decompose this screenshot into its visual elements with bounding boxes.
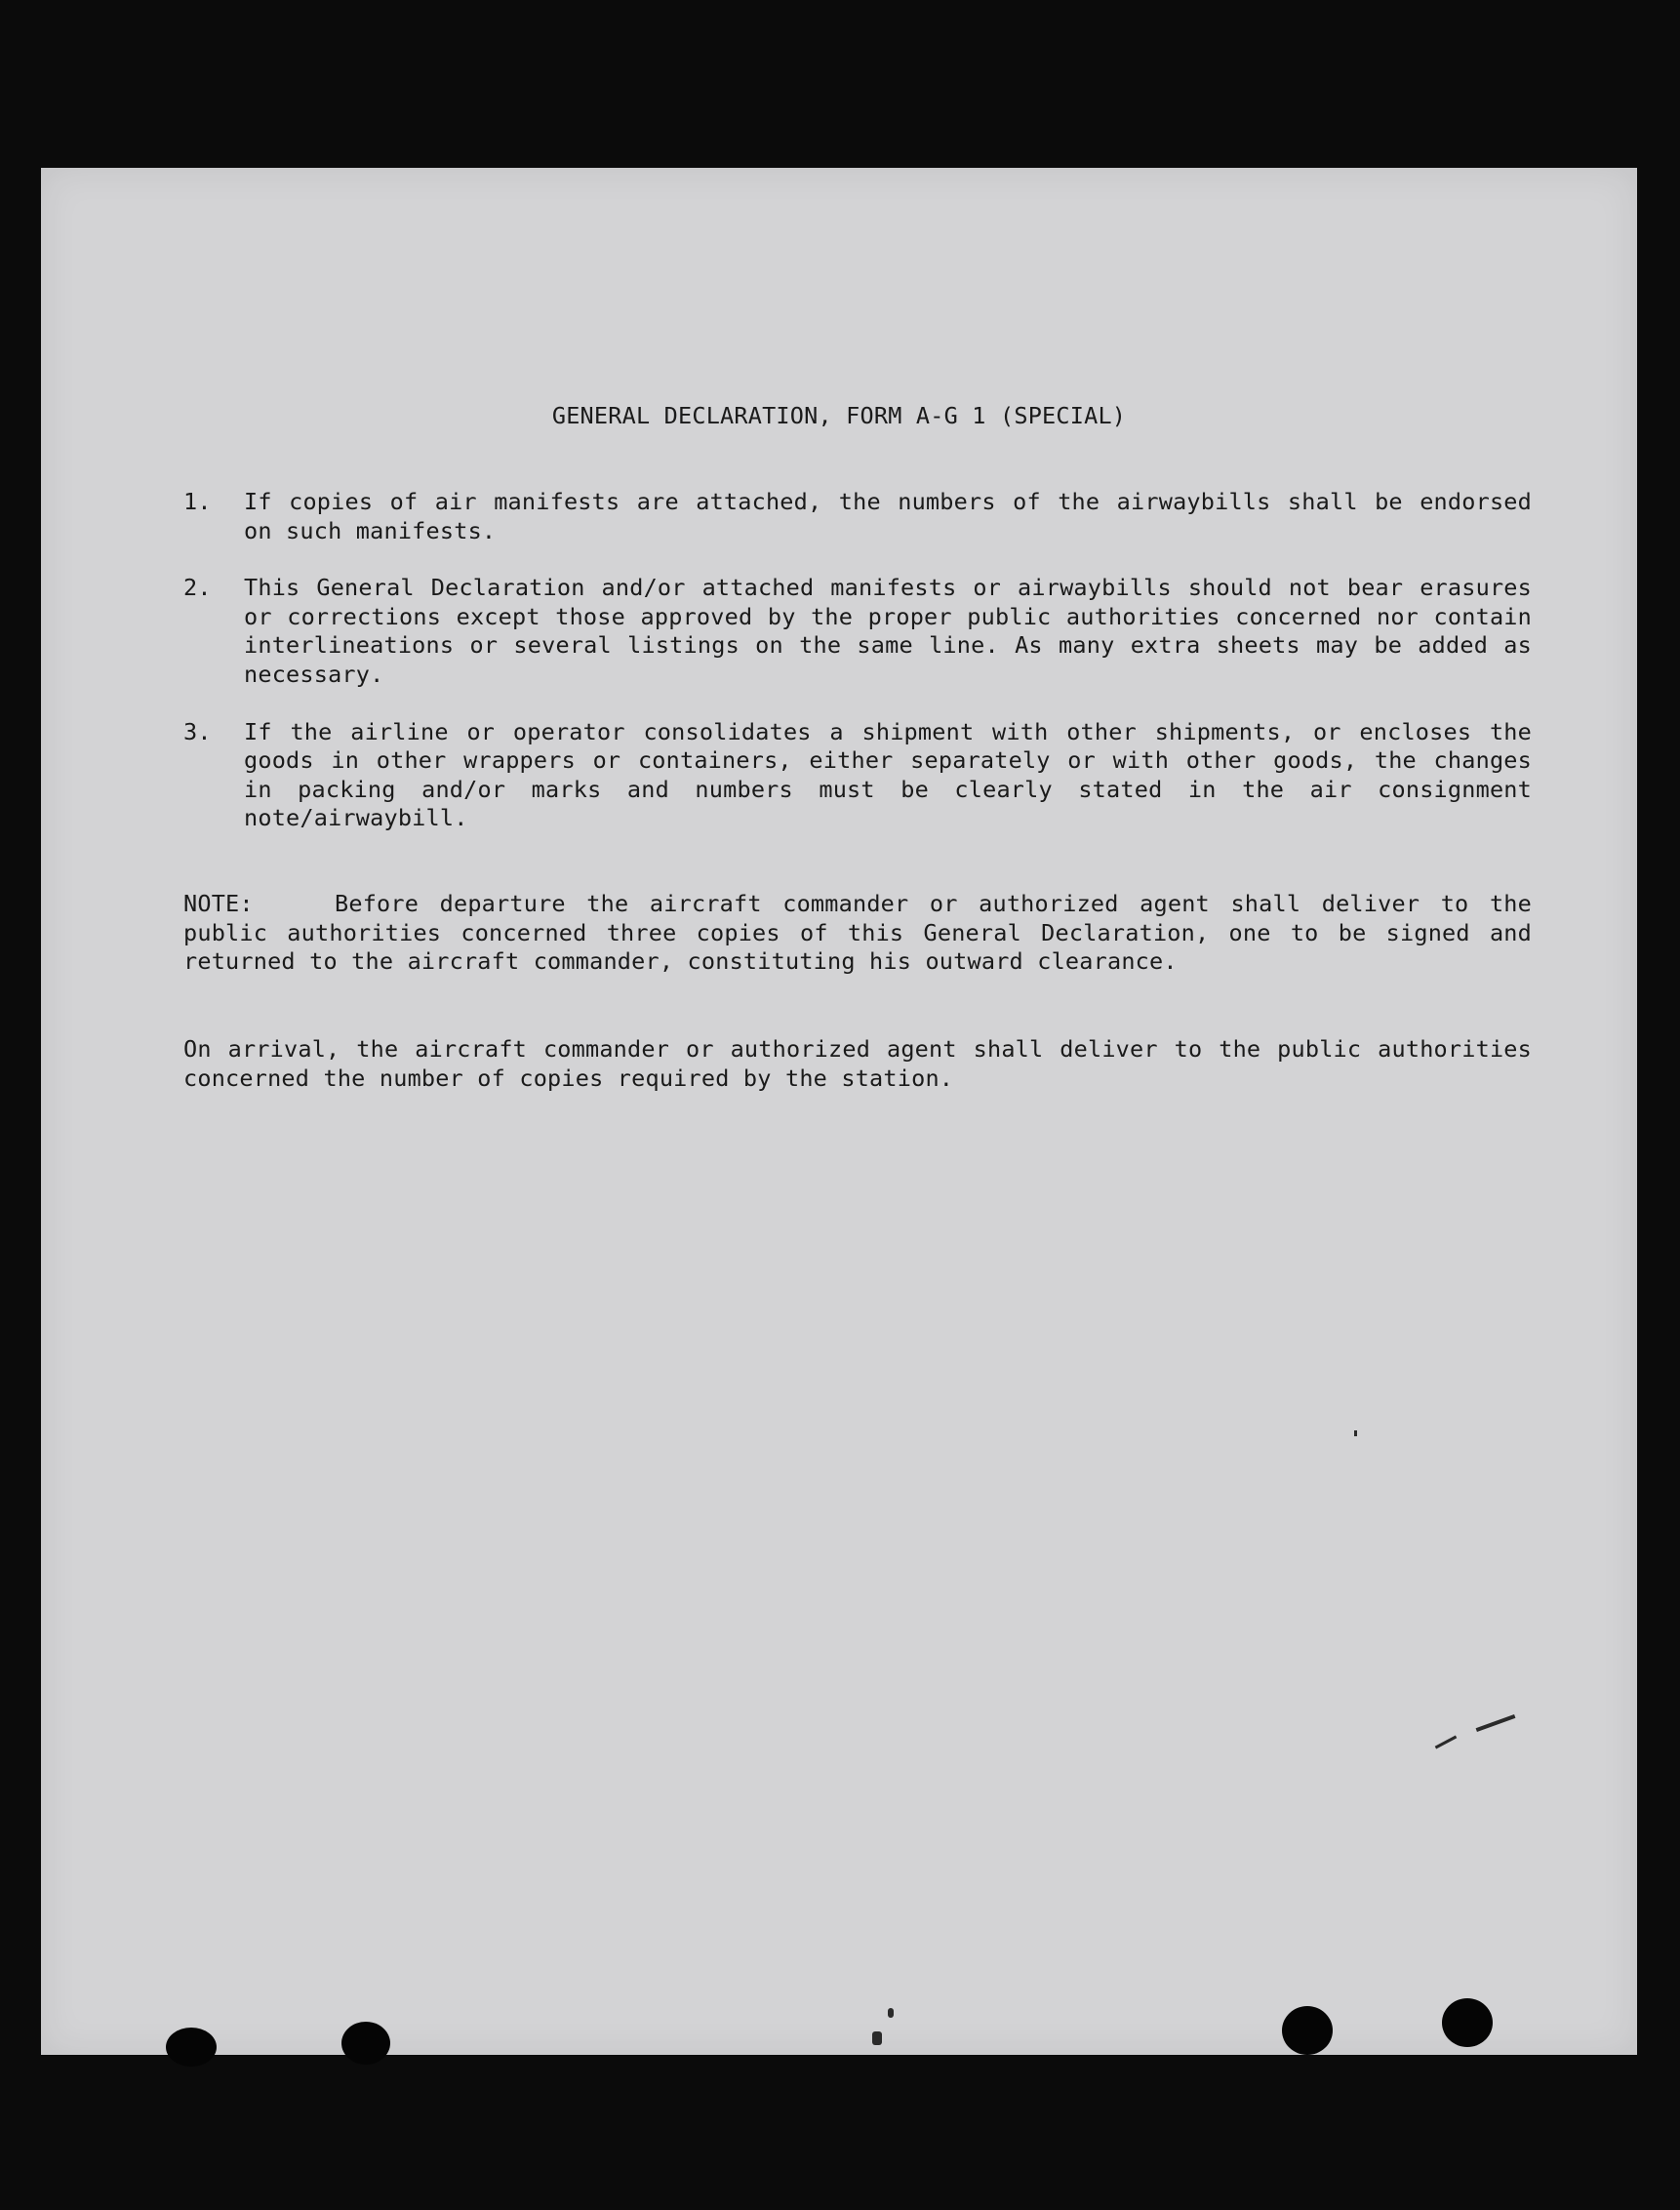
scan-speck xyxy=(1476,1714,1516,1732)
item-number: 1. xyxy=(183,488,212,515)
scan-speck xyxy=(872,2031,882,2045)
item-text: If copies of air manifests are attached, the numbers of the airwaybills shall be endorsed on such manifests. xyxy=(244,488,1532,544)
scan-speck xyxy=(888,2008,894,2018)
item-text: If the airline or operator consolidates a shipment with other shipments, or encloses the goods in other wrappers or containers, either separately or with other goods, the changes in packing and/or marks and numbers must be clearly stated in the air consignment note/airwaybill. xyxy=(244,717,1532,832)
instruction-list xyxy=(183,488,1532,862)
instruction-item-3 xyxy=(183,718,1532,833)
instruction-item-1 xyxy=(183,488,1532,545)
item-text: This General Declaration and/or attached manifests or airwaybills should not bear erasures or corrections except those approved by the proper public authorities concerned nor contain interlineations or several listings on the same line. As many extra sheets may be added as necessary. xyxy=(244,574,1532,688)
punch-hole xyxy=(1282,2006,1333,2055)
document-page xyxy=(41,168,1637,2055)
note-label: NOTE: xyxy=(183,890,254,917)
punch-hole xyxy=(166,2028,217,2067)
item-number: 3. xyxy=(183,717,212,745)
scan-speck xyxy=(1435,1736,1458,1749)
note-text: Before departure the aircraft commander or authorized agent shall deliver to the public authorities concerned three copies of this General Declaration, one to be signed and returned to the aircraft commander, constituting his outward clearance. xyxy=(183,890,1532,976)
instruction-item-2 xyxy=(183,574,1532,689)
punch-hole xyxy=(1442,1998,1493,2047)
scan-speck xyxy=(1354,1430,1357,1436)
document-title: GENERAL DECLARATION, FORM A-G 1 (SPECIAL) xyxy=(551,402,1127,429)
item-number: 2. xyxy=(183,574,212,602)
punch-hole xyxy=(341,2022,390,2065)
note-paragraph xyxy=(183,890,1532,977)
arrival-paragraph: On arrival, the aircraft commander or authorized agent shall deliver to the public authorities concerned the number of copies required by the station. xyxy=(183,1035,1532,1092)
